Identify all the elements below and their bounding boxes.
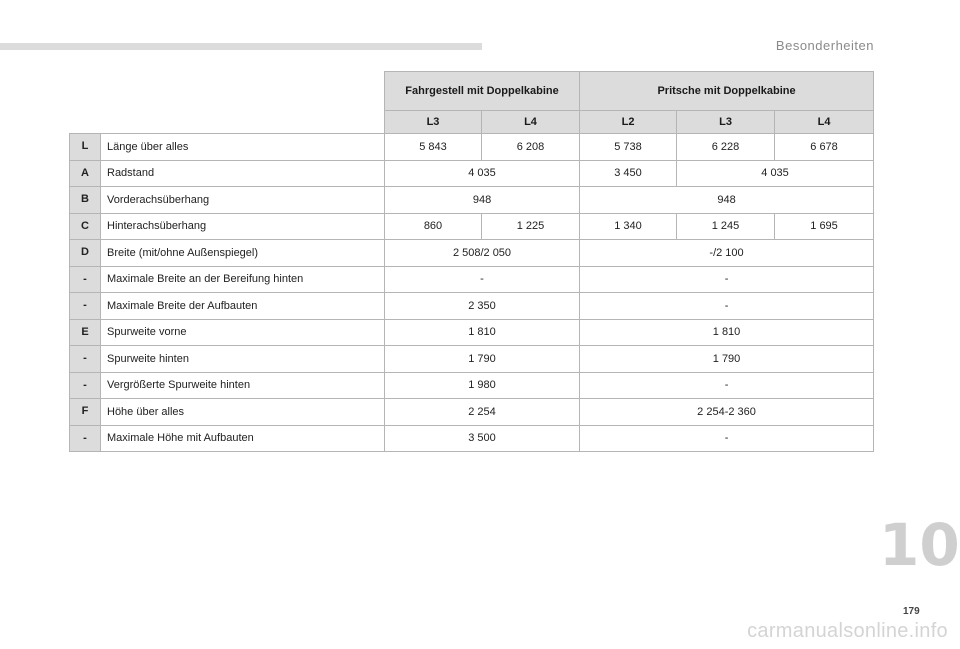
- value-cell: 4 035: [677, 160, 874, 187]
- row-label: Länge über alles: [101, 134, 385, 161]
- section-title: Besonderheiten: [775, 38, 874, 53]
- value-cell: 948: [385, 187, 580, 214]
- value-cell: 1 810: [580, 319, 874, 346]
- chapter-number: 10: [879, 511, 960, 579]
- sub-header: L2: [580, 111, 677, 134]
- sub-header: L3: [677, 111, 775, 134]
- row-letter: -: [70, 293, 101, 320]
- row-letter: A: [70, 160, 101, 187]
- table-row: [70, 346, 874, 373]
- blank-corner: [70, 72, 385, 111]
- group-header-row: [70, 72, 874, 111]
- value-cell: 4 035: [385, 160, 580, 187]
- value-cell: 1 340: [580, 213, 677, 240]
- value-cell: 2 254: [385, 399, 580, 426]
- table-row: [70, 372, 874, 399]
- watermark: carmanualsonline.info: [747, 620, 948, 642]
- value-cell: 1 695: [775, 213, 874, 240]
- value-cell: 5 843: [385, 134, 482, 161]
- row-letter: -: [70, 346, 101, 373]
- row-label: Spurweite vorne: [101, 319, 385, 346]
- row-label: Vergrößerte Spurweite hinten: [101, 372, 385, 399]
- value-cell: 948: [580, 187, 874, 214]
- value-cell: 3 450: [580, 160, 677, 187]
- row-letter: C: [70, 213, 101, 240]
- value-cell: -: [385, 266, 580, 293]
- value-cell: 2 508/2 050: [385, 240, 580, 267]
- dimensions-table: [69, 71, 874, 452]
- value-cell: 1 810: [385, 319, 580, 346]
- value-cell: 1 790: [385, 346, 580, 373]
- row-label: Maximale Breite an der Bereifung hinten: [101, 266, 385, 293]
- row-label: Vorderachsüberhang: [101, 187, 385, 214]
- value-cell: 2 350: [385, 293, 580, 320]
- row-label: Spurweite hinten: [101, 346, 385, 373]
- row-letter: B: [70, 187, 101, 214]
- table-row: [70, 266, 874, 293]
- row-label: Höhe über alles: [101, 399, 385, 426]
- table-row: [70, 399, 874, 426]
- value-cell: 5 738: [580, 134, 677, 161]
- value-cell: 2 254-2 360: [580, 399, 874, 426]
- value-cell: 860: [385, 213, 482, 240]
- row-letter: -: [70, 266, 101, 293]
- header-decor-bar: [0, 43, 482, 50]
- row-label: Breite (mit/ohne Außenspiegel): [101, 240, 385, 267]
- value-cell: -: [580, 372, 874, 399]
- value-cell: -: [580, 425, 874, 452]
- table-row: [70, 134, 874, 161]
- row-letter: E: [70, 319, 101, 346]
- sub-header-row: [70, 111, 874, 134]
- row-label: Maximale Höhe mit Aufbauten: [101, 425, 385, 452]
- group-header-pritsche: Pritsche mit Doppelkabine: [580, 72, 874, 111]
- row-label: Radstand: [101, 160, 385, 187]
- sub-header: L4: [775, 111, 874, 134]
- value-cell: -: [580, 266, 874, 293]
- row-label: Hinterachsüberhang: [101, 213, 385, 240]
- value-cell: -/2 100: [580, 240, 874, 267]
- row-letter: -: [70, 372, 101, 399]
- sub-header: L3: [385, 111, 482, 134]
- row-letter: -: [70, 425, 101, 452]
- row-letter: F: [70, 399, 101, 426]
- value-cell: 1 225: [482, 213, 580, 240]
- table-row: [70, 293, 874, 320]
- value-cell: 6 228: [677, 134, 775, 161]
- page-number: 179: [903, 606, 920, 617]
- sub-header: L4: [482, 111, 580, 134]
- value-cell: 1 245: [677, 213, 775, 240]
- row-letter: D: [70, 240, 101, 267]
- value-cell: 3 500: [385, 425, 580, 452]
- table-row: [70, 319, 874, 346]
- table-row: [70, 160, 874, 187]
- table-row: [70, 425, 874, 452]
- group-header-fahrgestell: Fahrgestell mit Doppelkabine: [385, 72, 580, 111]
- table-row: [70, 240, 874, 267]
- row-letter: L: [70, 134, 101, 161]
- row-label: Maximale Breite der Aufbauten: [101, 293, 385, 320]
- value-cell: -: [580, 293, 874, 320]
- blank-corner: [70, 111, 385, 134]
- table-row: [70, 187, 874, 214]
- value-cell: 1 980: [385, 372, 580, 399]
- value-cell: 1 790: [580, 346, 874, 373]
- value-cell: 6 678: [775, 134, 874, 161]
- value-cell: 6 208: [482, 134, 580, 161]
- table-row: [70, 213, 874, 240]
